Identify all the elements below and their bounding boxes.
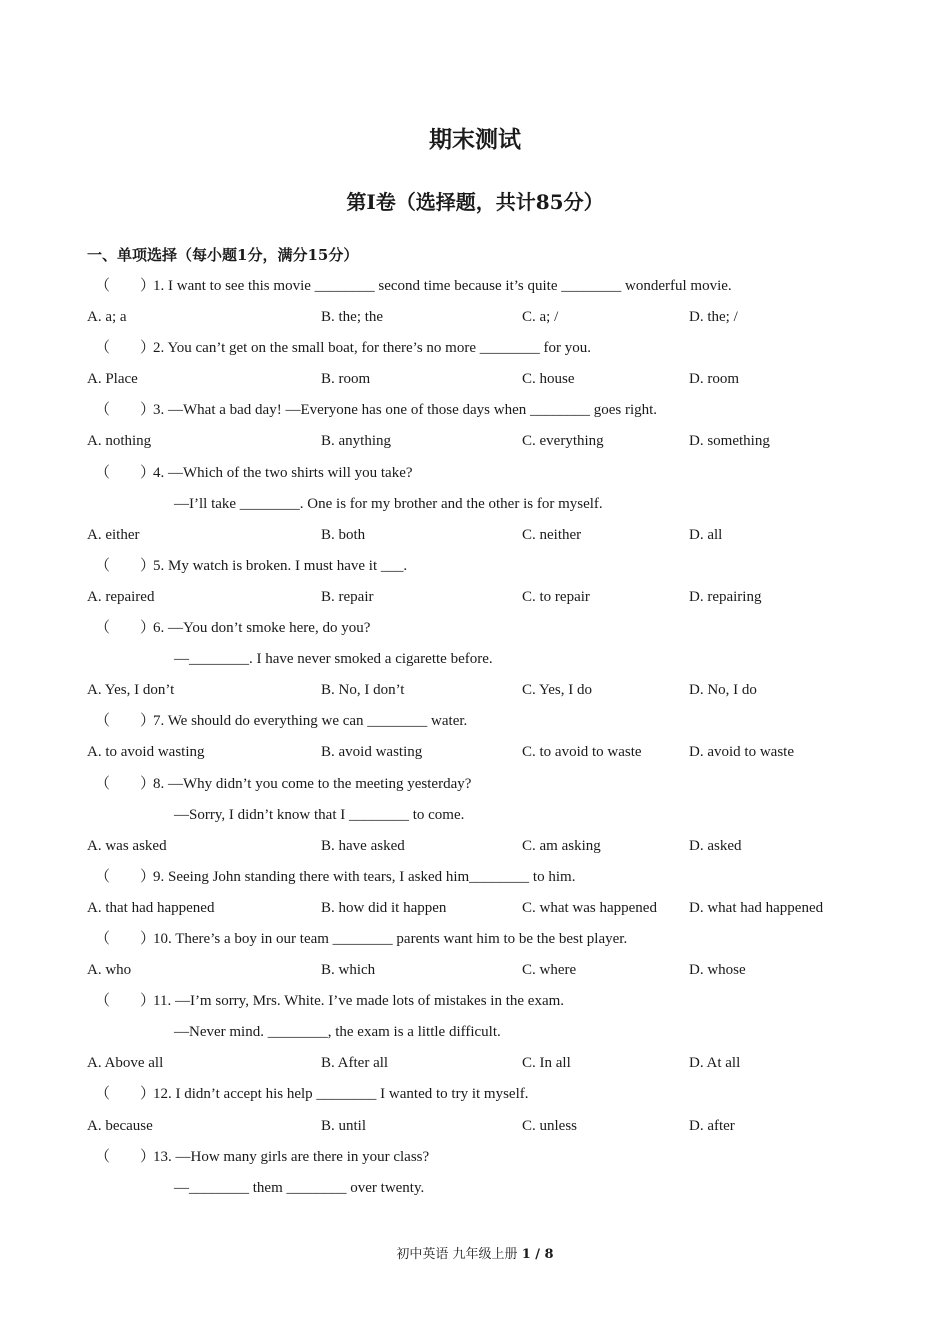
option-d: D. the; / [689, 309, 738, 326]
option-a: A. Above all [87, 1055, 164, 1072]
option-d: D. avoid to waste [689, 744, 794, 761]
option-d: D. asked [689, 837, 742, 854]
option-c: C. neither [522, 526, 582, 543]
options-row [87, 306, 867, 337]
question-stem-line [87, 555, 867, 586]
option-c: C. what was happened [522, 899, 657, 916]
options-row [87, 1052, 867, 1083]
option-b: B. repair [321, 588, 374, 605]
answer-blank: （ ） [95, 930, 156, 947]
question-stem-line [87, 617, 867, 648]
option-b: B. After all [321, 1055, 389, 1072]
option-d: D. something [689, 433, 770, 450]
options-row [87, 368, 867, 399]
question-stem: 12. I didn’t accept his help ________ I wanted to try it myself. [153, 1086, 529, 1103]
option-a: A. a; a [87, 309, 127, 326]
option-c: C. everything [522, 433, 604, 450]
option-a: A. nothing [87, 433, 152, 450]
answer-blank: （ ） [95, 557, 156, 574]
question-stem-line [87, 337, 867, 368]
options-row [87, 586, 867, 617]
question-stem: 10. There’s a boy in our team ________ parents want him to be the best player. [153, 930, 628, 947]
option-b: B. No, I don’t [321, 682, 405, 699]
option-a: A. Place [87, 371, 138, 388]
question-stem: 9. Seeing John standing there with tears, I asked him________ to him. [153, 868, 576, 885]
question-continuation: —________ them ________ over twenty. [174, 1179, 425, 1196]
question-stem: 11. —I’m sorry, Mrs. White. I’ve made lots of mistakes in the exam. [153, 993, 565, 1010]
option-b: B. how did it happen [321, 899, 447, 916]
options-row [87, 679, 867, 710]
option-c: C. to avoid to waste [522, 744, 642, 761]
question-stem-line [87, 773, 867, 804]
answer-blank: （ ） [95, 1086, 156, 1103]
option-b: B. the; the [321, 309, 384, 326]
option-a: A. repaired [87, 588, 155, 605]
option-c: C. unless [522, 1117, 578, 1134]
option-d: D. after [689, 1117, 735, 1134]
options-row [87, 430, 867, 461]
option-d: D. No, I do [689, 682, 757, 699]
answer-blank: （ ） [95, 464, 156, 481]
question-stem: 4. —Which of the two shirts will you take? [153, 464, 413, 481]
question-continuation: —I’ll take ________. One is for my brother and the other is for myself. [174, 495, 603, 512]
question-stem-line [87, 928, 867, 959]
option-a: A. was asked [87, 837, 167, 854]
question-stem-line [87, 1146, 867, 1177]
question-stem-line [87, 1083, 867, 1114]
question-continuation: —Sorry, I didn’t know that I ________ to come. [174, 806, 465, 823]
option-a: A. Yes, I don’t [87, 682, 175, 699]
question-stem: 5. My watch is broken. I must have it ___. [153, 557, 408, 574]
question-stem: 8. —Why didn’t you come to the meeting yesterday? [153, 775, 472, 792]
option-b: B. room [321, 371, 371, 388]
section-subtitle: 第Ⅰ卷（选择题，共计85分） [346, 190, 604, 214]
option-a: A. to avoid wasting [87, 744, 205, 761]
option-b: B. both [321, 526, 366, 543]
option-c: C. a; / [522, 309, 559, 326]
question-list [87, 275, 867, 1208]
question-stem: 13. —How many girls are there in your class? [153, 1148, 430, 1165]
option-c: C. where [522, 962, 577, 979]
question-stem-line [87, 990, 867, 1021]
option-c: C. am asking [522, 837, 601, 854]
option-a: A. either [87, 526, 140, 543]
question-stem: 3. —What a bad day! —Everyone has one of those days when ________ goes right. [153, 402, 658, 419]
options-row [87, 897, 867, 928]
option-b: B. which [321, 962, 376, 979]
option-c: C. In all [522, 1055, 571, 1072]
option-a: A. because [87, 1117, 153, 1134]
answer-blank: （ ） [95, 340, 156, 357]
option-b: B. have asked [321, 837, 405, 854]
question-stem: 1. I want to see this movie ________ second time because it’s quite ________ wonderful movie. [153, 278, 732, 294]
question-stem: 6. —You don’t smoke here, do you? [153, 620, 371, 637]
question-stem-line [87, 866, 867, 897]
answer-blank: （ ） [95, 402, 156, 419]
option-d: D. what had happened [689, 899, 824, 916]
answer-blank: （ ） [95, 620, 156, 637]
option-d: D. repairing [689, 588, 762, 605]
option-d: D. whose [689, 962, 746, 979]
option-b: B. anything [321, 433, 391, 450]
question-stem-line [87, 399, 867, 430]
answer-blank: （ ） [95, 775, 156, 792]
options-row [87, 524, 867, 555]
question-stem-line [87, 462, 867, 493]
option-d: D. room [689, 371, 739, 388]
option-c: C. Yes, I do [522, 682, 593, 699]
option-a: A. who [87, 962, 132, 979]
section-heading: 一、单项选择（每小题1分，满分15分） [87, 246, 359, 264]
page-footer [0, 1245, 950, 1265]
option-c: C. house [522, 371, 575, 388]
option-d: D. all [689, 526, 723, 543]
options-row [87, 741, 867, 772]
footer-text: 初中英语 九年级上册 [396, 1247, 518, 1262]
option-b: B. avoid wasting [321, 744, 423, 761]
answer-blank: （ ） [95, 993, 156, 1010]
answer-blank: （ ） [95, 278, 156, 294]
option-c: C. to repair [522, 588, 590, 605]
question-stem: 7. We should do everything we can ________ water. [153, 713, 468, 730]
options-row [87, 959, 867, 990]
question-continuation: —________. I have never smoked a cigarette before. [174, 651, 493, 668]
answer-blank: （ ） [95, 868, 156, 885]
option-a: A. that had happened [87, 899, 215, 916]
option-b: B. until [321, 1117, 367, 1134]
question-stem-line [87, 275, 867, 306]
answer-blank: （ ） [95, 713, 156, 730]
answer-blank: （ ） [95, 1148, 156, 1165]
question-continuation: —Never mind. ________, the exam is a little difficult. [174, 1024, 501, 1041]
page-number: 1 / 8 [521, 1247, 554, 1262]
question-stem-line [87, 710, 867, 741]
page-title: 期末测试 [429, 126, 521, 153]
options-row [87, 835, 867, 866]
options-row [87, 1115, 867, 1146]
question-stem: 2. You can’t get on the small boat, for there’s no more ________ for you. [153, 340, 591, 357]
option-d: D. At all [689, 1055, 741, 1072]
